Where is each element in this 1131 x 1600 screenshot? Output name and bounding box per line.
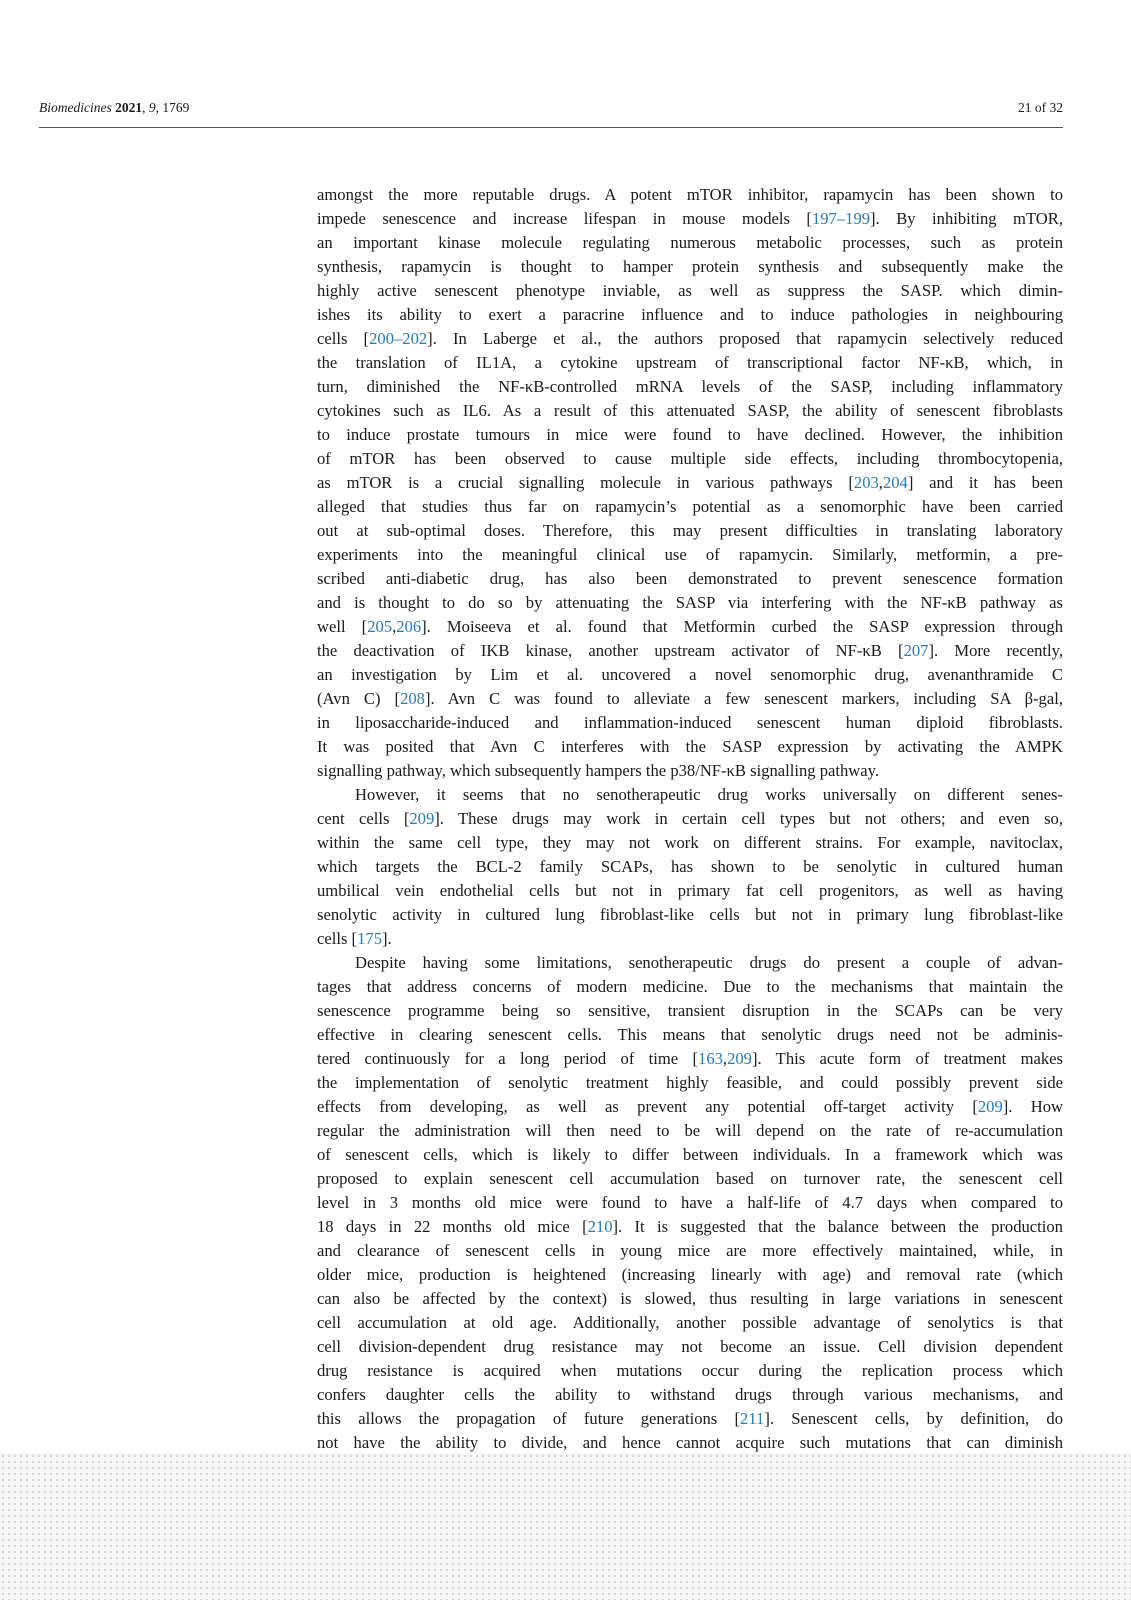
text-run: and clearance of senescent cells in young mice are more effectively maintained, while, in [317, 1241, 1063, 1260]
text-line [317, 951, 1063, 975]
text-line [317, 207, 1063, 231]
text-line [317, 855, 1063, 879]
citation-link[interactable]: 197–199 [811, 209, 871, 228]
text-run: effects from developing, as well as prevent any potential off-target activity [ [317, 1097, 978, 1116]
text-run: senolytic activity in cultured lung fibroblast-like cells but not in primary lung fibroblast-like [317, 905, 1063, 924]
text-run: older mice, production is heightened (increasing linearly with age) and removal rate (which [317, 1265, 1063, 1284]
text-line [317, 543, 1063, 567]
text-run: ]. Senescent cells, by definition, do [764, 1409, 1063, 1428]
text-run: experiments into the meaningful clinical use of rapamycin. Similarly, metformin, a pre- [317, 545, 1063, 564]
text-line [317, 1335, 1063, 1359]
text-line [317, 1263, 1063, 1287]
text-run: ishes its ability to exert a paracrine influence and to induce pathologies in neighbouring [317, 305, 1063, 324]
text-run: ]. It is suggested that the balance between the production [612, 1217, 1063, 1236]
text-run: ]. Avn C was found to alleviate a few senescent markers, including SA β-gal, [424, 689, 1063, 708]
page-number: 21 of 32 [1018, 100, 1063, 115]
dotted-overlay [0, 1453, 1131, 1600]
text-run: an investigation by Lim et al. uncovered a novel senomorphic drug, avenanthramide C [317, 665, 1063, 684]
text-line [317, 879, 1063, 903]
text-run: 18 days in 22 months old mice [ [317, 1217, 588, 1236]
text-run: proposed to explain senescent cell accumulation based on turnover rate, the senescent cell [317, 1169, 1063, 1188]
citation-link[interactable]: 209 [977, 1097, 1003, 1116]
text-line [317, 1407, 1063, 1431]
text-line [317, 735, 1063, 759]
text-line [317, 807, 1063, 831]
text-line [317, 519, 1063, 543]
text-run: Despite having some limitations, senotherapeutic drugs do present a couple of advan- [355, 953, 1063, 972]
text-line [317, 999, 1063, 1023]
text-run: ] and it has been [907, 473, 1063, 492]
text-line [317, 471, 1063, 495]
text-line [317, 183, 1063, 207]
text-line [317, 1071, 1063, 1095]
text-line [317, 927, 1063, 951]
text-line [317, 1383, 1063, 1407]
text-line [317, 663, 1063, 687]
text-line [317, 1311, 1063, 1335]
text-run: the translation of IL1A, a cytokine upstream of transcriptional factor NF-κB, which, in [317, 353, 1063, 372]
text-run: tages that address concerns of modern medicine. Due to the mechanisms that maintain the [317, 977, 1063, 996]
text-run: effective in clearing senescent cells. This means that senolytic drugs need not be adminis- [317, 1025, 1063, 1044]
text-run: impede senescence and increase lifespan in mouse models [ [317, 209, 812, 228]
text-line [317, 279, 1063, 303]
text-run: ]. In Laberge et al., the authors proposed that rapamycin selectively reduced [427, 329, 1063, 348]
citation-link[interactable]: 175 [357, 929, 382, 948]
text-run: senescence programme being so sensitive, transient disruption in the SCAPs can be very [317, 1001, 1063, 1020]
text-line [317, 1239, 1063, 1263]
text-run: It was posited that Avn C interferes with the SASP expression by activating the AMPK [317, 737, 1063, 756]
text-run: regular the administration will then need to be will depend on the rate of re-accumulation [317, 1121, 1063, 1140]
text-run: the deactivation of IKB kinase, another upstream activator of NF-κB [ [317, 641, 904, 660]
text-run: as mTOR is a crucial signalling molecule in various pathways [ [317, 473, 854, 492]
paragraph [317, 183, 1063, 783]
header-rule [39, 127, 1063, 128]
text-run: highly active senescent phenotype inviable, as well as suppress the SASP. which dimin- [317, 281, 1063, 300]
journal-citation: Biomedicines 2021, 9, 1769 [39, 100, 190, 115]
text-run: , [878, 473, 883, 492]
text-run: (Avn C) [ [317, 689, 401, 708]
text-run: level in 3 months old mice were found to have a half-life of 4.7 days when compared to [317, 1193, 1063, 1212]
text-run: ]. [381, 929, 392, 948]
citation-link[interactable]: 204 [882, 473, 908, 492]
text-run: However, it seems that no senotherapeutic drug works universally on different senes- [355, 785, 1063, 804]
text-line [317, 1023, 1063, 1047]
text-run: drug resistance is acquired when mutations occur during the replication process which [317, 1361, 1063, 1380]
text-run: cells [ [317, 929, 358, 948]
article-number: 1769 [162, 100, 190, 115]
text-line [317, 759, 1063, 783]
text-run: cell division-dependent drug resistance may not become an issue. Cell division dependent [317, 1337, 1063, 1356]
text-line [317, 711, 1063, 735]
text-line [317, 303, 1063, 327]
text-line [317, 903, 1063, 927]
text-run: amongst the more reputable drugs. A potent mTOR inhibitor, rapamycin has been shown to [317, 185, 1063, 204]
text-run: to induce prostate tumours in mice were found to have declined. However, the inhibition [317, 425, 1063, 444]
text-run: of mTOR has been observed to cause multiple side effects, including thrombocytopenia, [317, 449, 1063, 468]
text-line [317, 615, 1063, 639]
paragraph [317, 783, 1063, 951]
text-line [317, 1287, 1063, 1311]
text-line [317, 495, 1063, 519]
citation-link[interactable]: 209 [727, 1049, 752, 1068]
text-line [317, 1167, 1063, 1191]
text-run: an important kinase molecule regulating numerous metabolic processes, such as protein [317, 233, 1063, 252]
text-line [317, 639, 1063, 663]
journal-year: 2021 [115, 100, 143, 115]
citation-link[interactable]: 206 [396, 617, 422, 636]
text-line [317, 1143, 1063, 1167]
citation-link[interactable]: 207 [903, 641, 929, 660]
text-line [317, 1095, 1063, 1119]
text-line [317, 1359, 1063, 1383]
text-run: the implementation of senolytic treatment highly feasible, and could possibly prevent side [317, 1073, 1063, 1092]
text-line [317, 255, 1063, 279]
text-run: and is thought to do so by attenuating the SASP via interfering with the NF-κB pathway as [317, 593, 1063, 612]
text-run: scribed anti-diabetic drug, has also been demonstrated to prevent senescence formation [317, 569, 1063, 588]
paragraph [317, 951, 1063, 1479]
text-run: ]. More recently, [928, 641, 1063, 660]
text-run: ]. How [1002, 1097, 1064, 1116]
text-run: umbilical vein endothelial cells but not in primary fat cell progenitors, as well as having [317, 881, 1063, 900]
text-run: not have the ability to divide, and hence cannot acquire such mutations that can diminish [317, 1433, 1063, 1452]
citation-link[interactable]: 205 [367, 617, 393, 636]
text-run: turn, diminished the NF-κB-controlled mRNA levels of the SASP, including inflammatory [317, 377, 1063, 396]
text-line [317, 327, 1063, 351]
text-run: tered continuously for a long period of time [ [317, 1049, 699, 1068]
text-run: of senescent cells, which is likely to differ between individuals. In a framework which was [317, 1145, 1063, 1164]
text-line [317, 783, 1063, 807]
text-run: synthesis, rapamycin is thought to hamper protein synthesis and subsequently make the [317, 257, 1063, 276]
text-run: in liposaccharide-induced and inflammation-induced senescent human diploid fibroblasts. [317, 713, 1063, 732]
text-run: cells [ [317, 329, 370, 348]
text-run: can also be affected by the context) is slowed, thus resulting in large variations in senescent [317, 1289, 1063, 1308]
text-line [317, 831, 1063, 855]
text-line [317, 1191, 1063, 1215]
text-line [317, 399, 1063, 423]
journal-volume: 9 [148, 100, 156, 115]
text-run: , [722, 1049, 728, 1068]
text-run: which targets the BCL-2 family SCAPs, has shown to be senolytic in cultured human [317, 857, 1063, 876]
text-run: alleged that studies thus far on rapamycin’s potential as a senomorphic have been carried [317, 497, 1063, 516]
text-run: ]. These drugs may work in certain cell types but not others; and even so, [434, 809, 1063, 828]
text-run: cell accumulation at old age. Additionally, another possible advantage of senolytics is that [317, 1313, 1063, 1332]
citation-link[interactable]: 211 [740, 1409, 765, 1428]
citation-link[interactable]: 200–202 [369, 329, 428, 348]
text-run: ]. Moiseeva et al. found that Metformin curbed the SASP expression through [421, 617, 1064, 636]
text-line [317, 1431, 1063, 1455]
citation-link[interactable]: 210 [587, 1217, 613, 1236]
citation-link[interactable]: 163 [698, 1049, 723, 1068]
text-run: signalling pathway, which subsequently hampers the p38/NF-κB signalling pathway. [317, 761, 880, 780]
text-line [317, 1215, 1063, 1239]
text-line [317, 591, 1063, 615]
text-line [317, 687, 1063, 711]
text-line [317, 375, 1063, 399]
text-line [317, 567, 1063, 591]
text-line [317, 423, 1063, 447]
body-text [317, 183, 1063, 1479]
text-line [317, 231, 1063, 255]
page-header [39, 100, 1063, 122]
text-run: well [ [317, 617, 368, 636]
text-run: ]. This acute form of treatment makes [751, 1049, 1063, 1068]
text-run: ]. By inhibiting mTOR, [870, 209, 1064, 228]
text-run: within the same cell type, they may not work on different strains. For example, navitoclax, [317, 833, 1063, 852]
text-run: out at sub-optimal doses. Therefore, this may present difficulties in translating laboratory [317, 521, 1063, 540]
citation-link[interactable]: 203 [853, 473, 879, 492]
text-line [317, 975, 1063, 999]
text-run: this allows the propagation of future generations [ [317, 1409, 741, 1428]
text-run: cytokines such as IL6. As a result of this attenuated SASP, the ability of senescent fibroblasts [317, 401, 1063, 420]
text-run: , [392, 617, 397, 636]
text-line [317, 1047, 1063, 1071]
text-run: confers daughter cells the ability to withstand drugs through various mechanisms, and [317, 1385, 1063, 1404]
text-run: cent cells [ [317, 809, 410, 828]
text-line [317, 1119, 1063, 1143]
citation-link[interactable]: 209 [409, 809, 435, 828]
journal-name: Biomedicines [39, 100, 112, 115]
text-line [317, 447, 1063, 471]
citation-link[interactable]: 208 [400, 689, 425, 708]
text-line [317, 351, 1063, 375]
